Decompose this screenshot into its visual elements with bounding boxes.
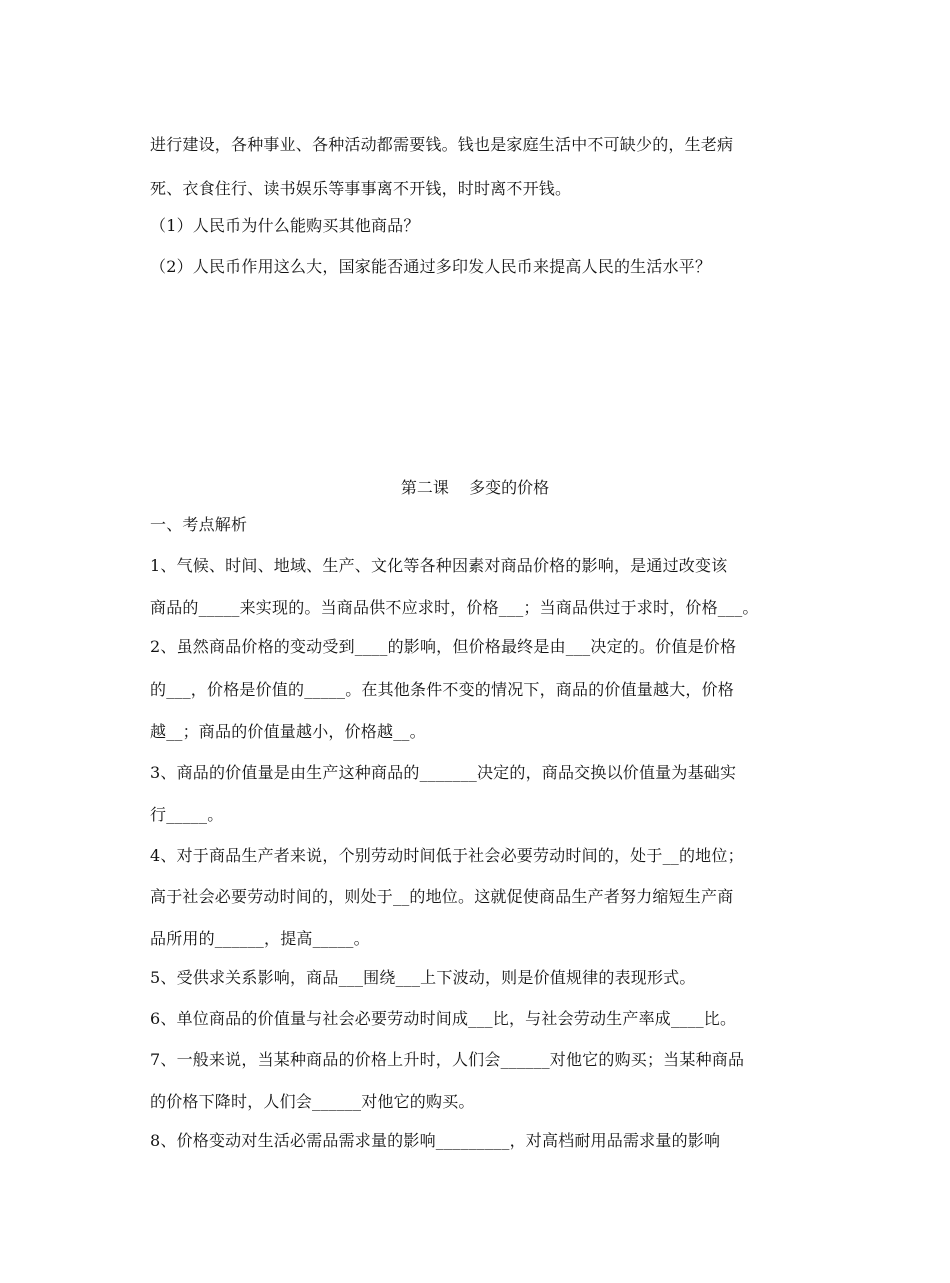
lesson-title: 第二课 多变的价格 <box>400 478 550 497</box>
point-4-line-2: 高于社会必要劳动时间的，则处于__的地位。这就促使商品生产者努力缩短生产商 <box>150 887 734 906</box>
question-2: （2）人民币作用这么大，国家能否通过多印发人民币来提高人民的生活水平？ <box>150 257 712 276</box>
point-7-line-2: 的价格下降时，人们会______对他它的购买。 <box>150 1092 475 1111</box>
point-2-line-2: 的___，价格是价值的_____。在其他条件不变的情况下，商品的价值量越大，价格 <box>150 680 735 699</box>
point-6-line-1: 6、单位商品的价值量与社会必要劳动时间成___比，与社会劳动生产率成____比。 <box>150 1009 737 1028</box>
point-5-line-1: 5、受供求关系影响，商品___围绕___上下波动，则是价值规律的表现形式。 <box>150 968 696 987</box>
point-2-line-1: 2、虽然商品价格的变动受到____的影响，但价格最终是由___决定的。价值是价格 <box>150 637 737 656</box>
point-7-line-1: 7、一般来说，当某种商品的价格上升时，人们会______对他它的购买；当某种商品 <box>150 1050 745 1069</box>
point-4-line-3: 品所用的______，提高_____。 <box>150 929 370 948</box>
intro-line-2: 死、衣食住行、读书娱乐等事事离不开钱，时时离不开钱。 <box>150 179 572 198</box>
point-2-line-3: 越__；商品的价值量越小，价格越__。 <box>150 722 426 741</box>
intro-line-1: 进行建设，各种事业、各种活动都需要钱。钱也是家庭生活中不可缺少的，生老病 <box>150 135 734 154</box>
question-1: （1）人民币为什么能购买其他商品？ <box>150 216 420 235</box>
section-heading: 一、考点解析 <box>150 515 248 534</box>
point-3-line-1: 3、商品的价值量是由生产这种商品的_______决定的，商品交换以价值量为基础实 <box>150 763 737 782</box>
point-3-line-2: 行_____。 <box>150 805 224 824</box>
point-1-line-1: 1、气候、时间、地域、生产、文化等各种因素对商品价格的影响，是通过改变该 <box>150 556 728 575</box>
point-4-line-1: 4、对于商品生产者来说，个别劳动时间低于社会必要劳动时间的，处于__的地位； <box>150 846 744 865</box>
point-1-line-2: 商品的_____来实现的。当商品供不应求时，价格___；当商品供过于求时，价格___。 <box>150 598 759 617</box>
point-8-line-1: 8、价格变动对生活必需品需求量的影响_________，对高档耐用品需求量的影响 <box>150 1131 721 1150</box>
